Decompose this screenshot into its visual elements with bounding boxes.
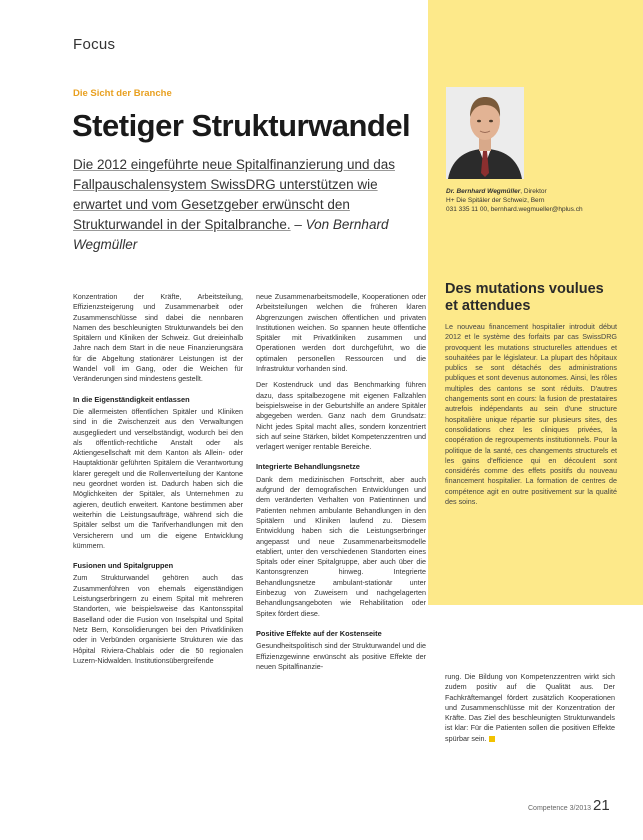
paragraph: Zum Strukturwandel gehören auch das Zusammenführen von ehemals eigenständigen Leistungserbringern zu einem Spital mit mehreren Standorten, wie beispielsweise das Kantonsspital Baselland oder die Fusion von Inselspital und Spital Netz Bern, Konsolidierungen bei den Privatkliniken oder in Verbünden organisierte Strukturen wie das Hôpital Riviera-Chablais oder die 50 regionalen Luzern-Nidwalden. Institutionsübergreifende <box>73 573 243 665</box>
lead-text: Die 2012 eingeführte neue Spitalfinanzierung und das Fallpauschalensystem SwissDRG unterstützen wie erwartet und vom Gesetzgeber erwünscht den Strukturwandel in der Spitalbranche. <box>73 157 395 232</box>
section-label: Focus <box>73 36 116 53</box>
article-column-1 <box>73 292 243 672</box>
paragraph: neue Zusammenarbeitsmodelle, Kooperationen oder Arbeitsteilungen welchen die früheren klaren Abgrenzungen zwischen öffentlichen und privaten Institutionen weichen. So spannen heute öffentliche Spitäler mit Privatkliniken zusammen und Operationen werden dort durchgeführt, wo die optimalen personellen Ressourcen und die Infrastruktur vorhanden sind. <box>256 292 426 374</box>
paragraph: Die allermeisten öffentlichen Spitäler und Kliniken sind in die Zwischenzeit aus den Verwaltungen ausgegliedert und verselbständigt, wodurch bei den als öffentlich-rechtliche Anstalt oder als Aktiengesellschaft mit dem Kanton als Allein- oder Hauptaktionär geführten Spitälern die Verantwortung klarer geregelt und die Rollenverteilung der Kantone neu geordnet worden ist. Dadurch haben sich die Möglichkeiten der Spitäler, als Unternehmen zu agieren, deutlich erweitert. Kantone bestimmen aber weiterhin die Leistungsaufträge, während sich die Spitäler selbst um die Tarifverhandlungen mit den Versicherern und um die eigene Entwicklung kümmern. <box>73 406 243 550</box>
page-number: 21 <box>593 797 610 814</box>
subheading: Fusionen und Spitalgruppen <box>73 561 174 571</box>
paragraph: Dank dem medizinischen Fortschritt, aber auch aufgrund der demografischen Entwicklungen und dem veränderten Verhalten von Patientinnen und Patienten nehmen ambulante Behandlungen in den Spitälern und Kliniken laufend zu. Diesem Entwicklung haben sich die Leistungserbringer angepasst und neue Zusammenarbeitsmodelle etabliert, unter den verschiedenen Standorten eines Spitals oder einer Spitalgruppe, aber auch über die Kantonsgrenzen hinweg. Integrierte Behandlungsnetze ambulant-stationär unter Einbezug von Zuweisern und nachgelagerten Behandlungsangeboten wie Rehabilitation oder Spitex fördert diese. <box>256 474 426 618</box>
kicker: Die Sicht der Branche <box>73 88 172 99</box>
paragraph: Der Kostendruck und das Benchmarking führen dazu, dass spitalbezogene mit eigenen Fallzahlen beispielsweise in der Geburtshilfe an andere Spitäler abgegeben werden. Ganz nach dem Grundsatz: Nicht jedes Spital macht alles, sondern konzentriert sich auf seine Stärken, bildet Kompetenzzentren und verlagert weniger rentable Bereiche. <box>256 380 426 452</box>
subheading: Positive Effekte auf der Kostenseite <box>256 628 382 638</box>
paragraph: Gesundheitspolitisch sind der Strukturwandel und die Effizienzgewinne erwünscht als positive Effekte der neuen Spitalfinanzie- <box>256 641 426 671</box>
subheading: Integrierte Behandlungsnetze <box>256 462 360 472</box>
author-role: , Direktor <box>520 188 547 195</box>
author-name: Dr. Bernhard Wegmüller <box>446 188 521 195</box>
footer-label: Competence 3/2013 <box>528 805 592 812</box>
paragraph <box>445 672 615 744</box>
article-column-3 <box>445 672 615 750</box>
article-title: Stetiger Strukturwandel <box>72 108 411 143</box>
end-mark-icon <box>489 736 495 742</box>
paragraph-text: rung. Die Bildung von Kompetenzzentren wirkt sich zudem positiv auf die Qualität aus. Der Fachkräftemangel fördert zusätzlich Kooperationen und Zusammenschlüsse mit der Konzentration der Kräfte. Das Ziel des beschleunigten Strukturwandels ist klar: Für die Patienten sollen die positiven Effekte spürbar sein. <box>445 672 615 743</box>
author-org: H+ Die Spitäler der Schweiz, Bern <box>446 197 545 204</box>
subheading: In die Eigenständigkeit entlassen <box>73 394 190 404</box>
author-contact: 031 335 11 00, bernhard.wegmueller@hplus.ch <box>446 206 583 213</box>
author-photo <box>446 87 524 179</box>
lead-author: – Von Bernhard Wegmüller <box>73 217 389 252</box>
author-caption <box>446 187 626 214</box>
sidebar-title: Des mutations voulues et attendues <box>445 281 604 314</box>
paragraph: Konzentration der Kräfte, Arbeitsteilung, Effizienzsteigerung und Zusammenarbeit oder Zusammenschlüsse sind dabei die nennbaren Namen des beschleunigten Strukturwandels bei den Spitälern und Kliniken der Schweiz. Gut dreieinhalb Jahre nach dem Start in die neue Finanzierungsära für die Abgeltung stationärer Leistungen ist der Wandel voll im Gang, oder die Weichen für Veränderungen sind mindestens gestellt. <box>73 292 243 384</box>
lead-paragraph <box>73 155 413 255</box>
article-column-2 <box>256 292 426 678</box>
sidebar-body: Le nouveau financement hospitalier introduit début 2012 et le système des forfaits par cas SwissDRG provoquent les mutations structurelles attendues et souhaitées par le législateur. La plupart des hôpitaux publics se sont détachés des administrations publiques et sont devenus autonomes. Ainsi, les rôles multiples des cantons se sont réduits. D'autres changements sont en cours: la fusion de prestataires autrefois indépendants au sein d'une structure hospitalière unique répartie sur plusieurs sites, des consolidations chez les cliniques privées, la coopération de regroupements institutionnels. Pour la politique de la santé, ces changements structurels et les gains d'efficience qui en découlent sont considérés comme des effets positifs du nouveau financement hospitalier. La formation de centres de compétence agit en outre positivement sur la qualité des soins. <box>445 322 617 507</box>
